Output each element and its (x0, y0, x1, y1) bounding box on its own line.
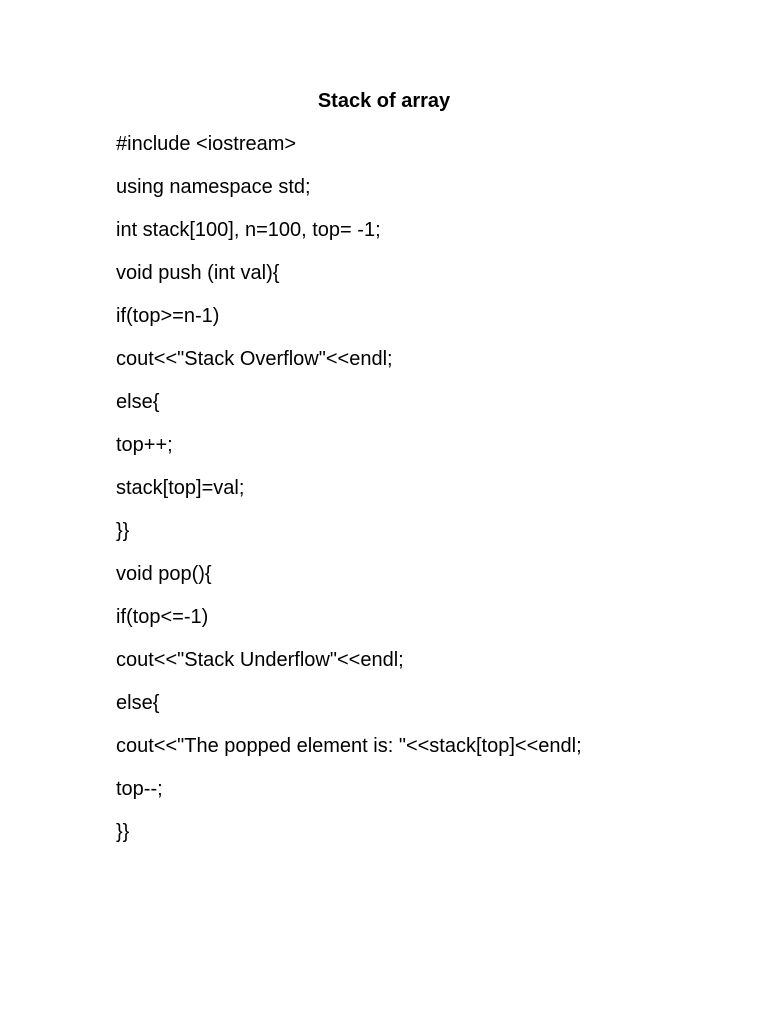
code-line: if(top<=-1) (116, 606, 209, 628)
code-line: }} (116, 520, 130, 542)
code-line: void pop(){ (116, 563, 212, 585)
code-line: cout<<"The popped element is: "<<stack[top]<<endl; (116, 735, 582, 757)
code-line: top++; (116, 434, 173, 456)
code-line: void push (int val){ (116, 262, 280, 284)
code-line: top--; (116, 778, 163, 800)
code-line: using namespace std; (116, 176, 311, 198)
code-line: }} (116, 821, 130, 843)
code-line: stack[top]=val; (116, 477, 245, 499)
code-line: cout<<"Stack Underflow"<<endl; (116, 649, 404, 671)
code-line: int stack[100], n=100, top= -1; (116, 219, 381, 241)
code-line: cout<<"Stack Overflow"<<endl; (116, 348, 393, 370)
code-line: if(top>=n-1) (116, 305, 220, 327)
document-title: Stack of array (317, 90, 451, 112)
code-line: #include <iostream> (116, 133, 297, 155)
code-line: else{ (116, 391, 160, 413)
code-line: else{ (116, 692, 160, 714)
code-listing (116, 131, 582, 862)
